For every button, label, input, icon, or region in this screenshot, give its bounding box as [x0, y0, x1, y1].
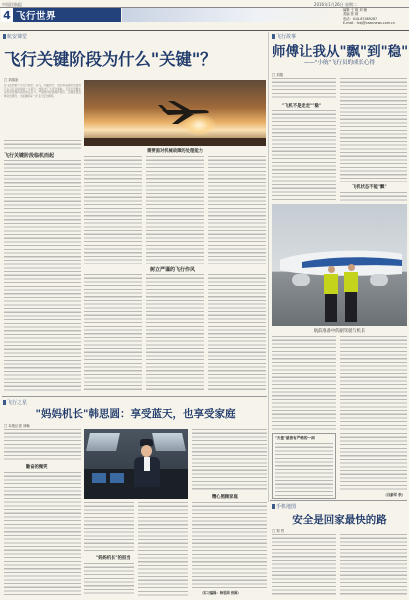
article2-column-tag: 飞行故事 — [272, 33, 296, 40]
article2-subheading-3: "天使"慈善有严格的一面 — [275, 436, 315, 440]
article3-photo — [84, 429, 188, 499]
article2-col2-lines-bottom — [340, 336, 407, 432]
tag-square-icon — [272, 504, 275, 509]
article3-subheading-3: "妈妈机长"的担当 — [96, 556, 131, 561]
article3-col1-lines-top — [4, 429, 81, 461]
article1-col2-lines-bottom — [84, 274, 142, 392]
column-divider — [268, 32, 269, 502]
article2-col1-lines-top — [272, 78, 336, 100]
tag-square-icon — [3, 34, 6, 39]
article2-photo-caption: 航前准备中的副驾驶与机长 — [313, 329, 366, 334]
article3-byline-end: （实习编辑：韩思圆 供图） — [200, 591, 241, 595]
article3-subheading-2: 精心照顾家庭 — [212, 495, 238, 500]
article1-headline: 飞行关键阶段为什么"关键"？ — [4, 50, 217, 69]
page-number: 4 — [1, 8, 13, 22]
article1-photo-caption: 需要面对机械故障的处理能力 — [147, 149, 203, 154]
article1-text-lines-2 — [4, 160, 81, 392]
article2-box-credit: （吕新军 供） — [383, 493, 405, 497]
article4-headline: 安全是回家最快的路 — [292, 514, 387, 526]
article2-subheading-1: "飞机不是走走""稳" — [282, 104, 322, 109]
display-screen-2 — [110, 473, 124, 483]
editors-line-1: 编辑 王 晓 刘 楠 — [343, 8, 367, 12]
article1-text-lines-1 — [4, 140, 81, 150]
header-ornament — [122, 8, 342, 22]
paper-name: 中国民航报 — [2, 2, 22, 7]
article3-subheading-1: 勤奋的微笑 — [26, 465, 48, 470]
phone-line: 电话：010-87489287 — [343, 16, 378, 21]
pilot-2-figure — [344, 264, 358, 324]
article1-photo — [84, 80, 266, 146]
editors-line-2: 美编 张 颖 — [343, 12, 359, 17]
article2-photo — [272, 204, 407, 326]
article2-subheading-2: 飞机状态不能"飘" — [352, 185, 387, 190]
ground-strip — [84, 138, 266, 146]
airplane-silhouette — [84, 80, 266, 146]
article3-column-tag: 飞行之星 — [3, 399, 27, 406]
article3-byline: □ 本报记者 刘畅 — [4, 424, 30, 428]
section-title: 飞行世界 — [16, 11, 57, 22]
article4-col1-lines — [272, 534, 336, 596]
article3-top-rule — [2, 396, 267, 397]
article1-byline: □ 刘清泉 — [4, 78, 19, 82]
article4-top-rule — [270, 500, 407, 501]
article2-col1-lines-mid — [272, 110, 336, 202]
article2-col2-lines-mid — [340, 192, 407, 202]
article3-col1-lines-bottom — [4, 472, 81, 596]
article3-col3-lines-a — [138, 502, 188, 596]
article1-paragraph-1: 在飞机的整个运行过程中，起飞、初始爬升、进近和着陆阶段虽然只占飞行总时间的一小部分，却集中了大部分事故。飞行员需要在这些阶段保持高度的注意力，严格遵守标准操作程序，正确处置各种突发情况，才能确保每一次飞行安全顺利。 — [4, 84, 81, 99]
article4-col2-lines — [340, 534, 407, 596]
article2-col1-lines-bottom — [272, 336, 336, 432]
editors-box — [343, 8, 407, 30]
sidebar-box-lines — [275, 443, 333, 497]
pilot-1-figure — [324, 266, 338, 324]
email-line: E-mail：fxsj@caacnews.com.cn — [343, 21, 395, 26]
article3-headline: "妈妈机长"韩思圆：享受蓝天，也享受家庭 — [35, 408, 236, 420]
article1-column-tag: 航安课堂 — [3, 33, 27, 40]
article1-col3-lines-top — [146, 156, 204, 264]
article1-subheading-2: 树立严谨的飞行作风 — [150, 267, 196, 273]
article2-subhead: ——"小航"飞行员的成长心得 — [303, 60, 376, 66]
article4-column-tag: 手机地图 — [272, 503, 296, 510]
article3-col4-lines-a — [192, 429, 267, 491]
date-line: 2016年1月26日 星期二 — [313, 2, 357, 7]
article2-col2-lines-top — [340, 78, 407, 182]
article2-col2-lines-end — [340, 433, 407, 491]
article3-col2-lines-a — [84, 502, 134, 552]
article3-col2-lines-b — [84, 563, 134, 596]
captain-figure — [132, 439, 162, 499]
display-screen-1 — [92, 473, 106, 483]
article4-byline: □ 郑 哲 — [272, 529, 285, 533]
article1-col4-lines-bottom — [208, 274, 266, 392]
masthead-rule — [0, 30, 409, 31]
article1-col3-lines-bottom — [146, 274, 204, 392]
article1-col4-lines-top — [208, 156, 266, 264]
tag-square-icon — [3, 400, 6, 405]
tag-square-icon — [272, 34, 275, 39]
article2-sidebar-box — [272, 433, 336, 499]
aircraft-graphic — [272, 204, 407, 326]
cockpit-window-left — [86, 433, 120, 451]
article2-headline: 师傅让我从"飘"到"稳" — [272, 44, 409, 60]
section-header — [1, 8, 121, 22]
article2-byline: □ 刘超 — [272, 73, 284, 77]
article1-subheading-1: 飞行关键阶段临机而起 — [4, 153, 55, 159]
article3-col4-lines-b — [192, 502, 267, 588]
article1-col2-lines-top — [84, 156, 142, 264]
